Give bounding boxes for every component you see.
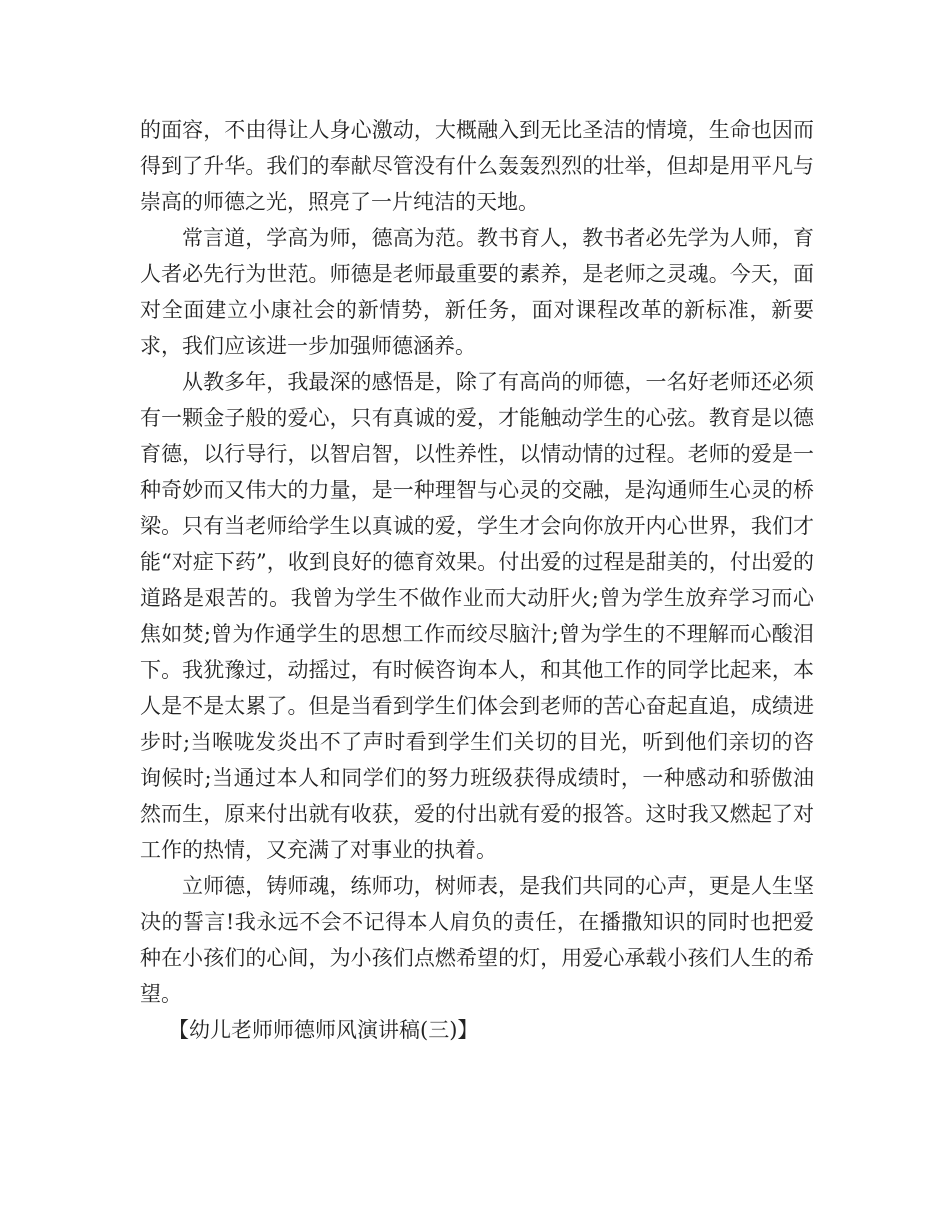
paragraph-vow: 立师德，铸师魂，练师功，树师表，是我们共同的心声，更是人生坚决的誓言!我永远不会不记得本人肩负的责任，在播撒知识的同时也把爱种在小孩们的心间，为小孩们点燃希望的灯，用爱心承载小孩们人生的希望。: [140, 874, 814, 1006]
section-heading: 【幼儿老师师德师风演讲稿(三)】: [168, 1018, 479, 1042]
document-body: [140, 112, 814, 1048]
paragraph-continuation: 的面容，不由得让人身心激动，大概融入到无比圣洁的情境，生命也因而得到了升华。我们的奉献尽管没有什么轰轰烈烈的壮举，但却是用平凡与崇高的师德之光，照亮了一片纯洁的天地。: [140, 118, 814, 214]
paragraph-teaching-love: 从教多年，我最深的感悟是，除了有高尚的师德，一名好老师还必须有一颗金子般的爱心，只有真诚的爱，才能触动学生的心弦。教育是以德育德，以行导行，以智启智，以性养性，以情动情的过程。老师的爱是一种奇妙而又伟大的力量，是一种理智与心灵的交融，是沟通师生心灵的桥梁。只有当老师给学生以真诚的爱，学生才会向你放开内心世界，我们才能“对症下药”，收到良好的德育效果。付出爱的过程是甜美的，付出爱的道路是艰苦的。我曾为学生不做作业而大动肝火;曾为学生放弃学习而心焦如焚;曾为作通学生的思想工作而绞尽脑汁;曾为学生的不理解而心酸泪下。我犹豫过，动摇过，有时候咨询本人，和其他工作的同学比起来，本人是不是太累了。但是当看到学生们体会到老师的苦心奋起直追，成绩进步时;当喉咙发炎出不了声时看到学生们关切的目光，听到他们亲切的咨询候时;当通过本人和同学们的努力班级获得成绩时，一种感动和骄傲油然而生，原来付出就有收获，爱的付出就有爱的报答。这时我又燃起了对工作的热情，又充满了对事业的执着。: [140, 370, 814, 862]
paragraph-teacher-virtue: 常言道，学高为师，德高为范。教书育人，教书者必先学为人师，育人者必先行为世范。师德是老师最重要的素养，是老师之灵魂。今天，面对全面建立小康社会的新情势，新任务，面对课程改革的新标准，新要求，我们应该进一步加强师德涵养。: [140, 226, 814, 358]
